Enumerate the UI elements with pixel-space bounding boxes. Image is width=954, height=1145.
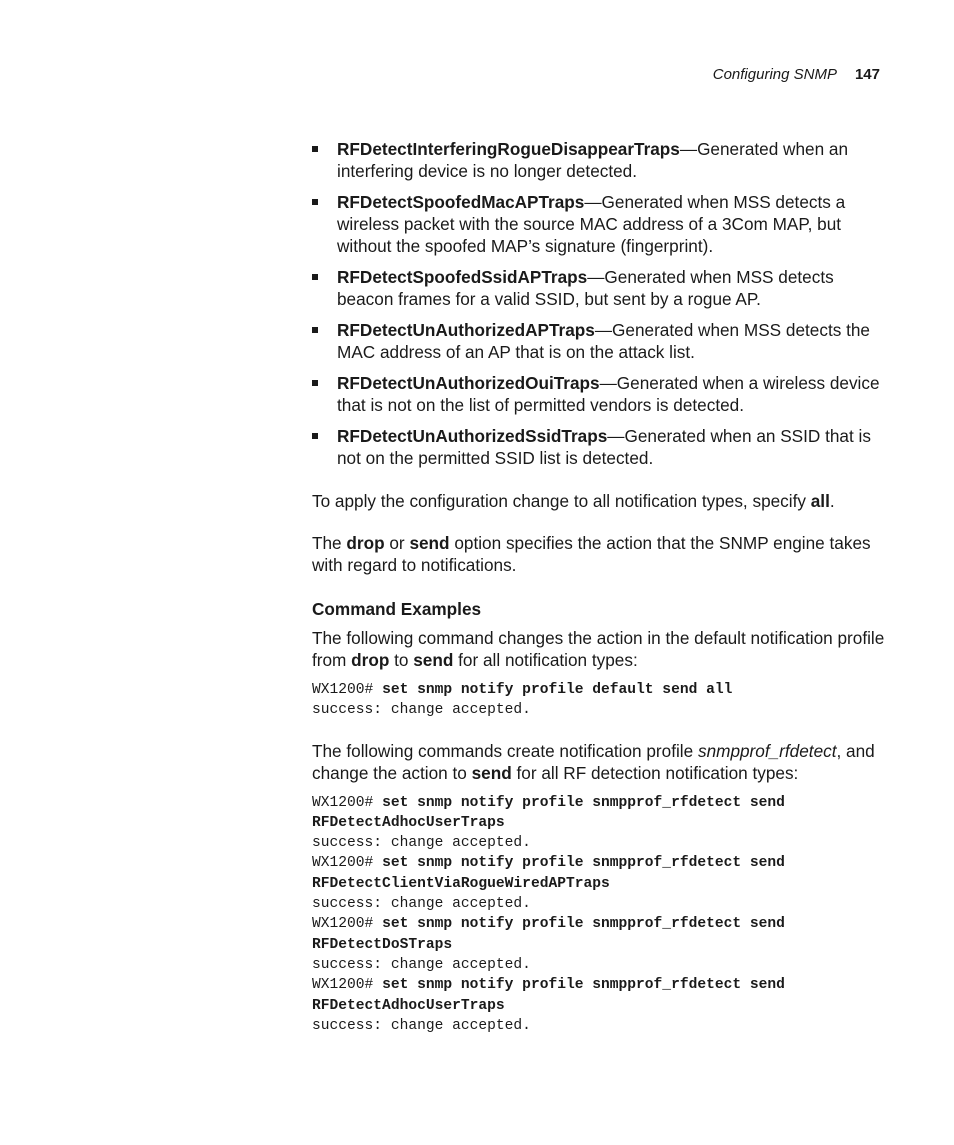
trap-name: RFDetectUnAuthorizedAPTraps	[337, 320, 595, 340]
trap-name: RFDetectInterferingRogueDisappearTraps	[337, 139, 680, 159]
text: to	[389, 650, 414, 670]
code-block-1	[312, 680, 892, 721]
list-item	[312, 138, 892, 182]
trap-list	[312, 138, 892, 469]
code-line: RFDetectClientViaRogueWiredAPTraps	[312, 875, 610, 892]
code-line	[312, 680, 892, 700]
text: for all RF detection notification types:	[511, 762, 799, 783]
square-bullet-icon	[312, 327, 318, 333]
trap-name: RFDetectUnAuthorizedOuiTraps	[337, 373, 600, 393]
code-line	[312, 975, 892, 995]
code-line: success: change accepted.	[312, 702, 531, 719]
page-number: 147	[854, 66, 880, 83]
cli-command: set snmp notify profile snmpprof_rfdetect send	[382, 977, 785, 994]
text: option specifies the action that the SNMP engine takes with regard to notifications.	[312, 533, 871, 575]
code-line: RFDetectAdhocUserTraps	[312, 997, 505, 1014]
cli-prompt: WX1200#	[312, 855, 383, 872]
trap-name: RFDetectSpoofedMacAPTraps	[337, 192, 585, 212]
code-line: success: change accepted.	[312, 1017, 531, 1034]
example-2-intro	[312, 740, 892, 784]
list-item	[312, 319, 892, 363]
square-bullet-icon	[312, 380, 318, 386]
keyword-all: all	[810, 491, 830, 511]
code-line	[312, 853, 892, 873]
square-bullet-icon	[312, 274, 318, 280]
text: The following commands create notification profile	[312, 740, 698, 761]
section-heading: Command Examples	[312, 599, 482, 619]
code-line: success: change accepted.	[312, 896, 531, 913]
text: To apply the configuration change to all notification types, specify	[312, 491, 811, 511]
text: , and change the action to	[312, 740, 875, 783]
code-block-2	[312, 793, 892, 1037]
keyword-drop: drop	[351, 650, 390, 670]
text: for all notification types:	[453, 650, 638, 670]
text: .	[829, 491, 835, 511]
cli-command: set snmp notify profile snmpprof_rfdetect send	[382, 916, 785, 933]
main-content	[312, 138, 892, 1055]
code-line: success: change accepted.	[312, 956, 531, 973]
cli-prompt: WX1200#	[312, 977, 383, 994]
trap-description: —Generated when a wireless device that is not on the list of permitted vendors is detected.	[337, 373, 880, 415]
page-header	[713, 66, 880, 83]
code-line	[312, 793, 892, 813]
list-item	[312, 425, 892, 469]
cli-prompt: WX1200#	[312, 794, 383, 811]
trap-description: —Generated when an interfering device is no longer detected.	[337, 139, 849, 181]
trap-name: RFDetectUnAuthorizedSsidTraps	[337, 426, 608, 446]
text: The following command changes the action in the default notification profile from	[312, 628, 885, 670]
cli-command: set snmp notify profile snmpprof_rfdetect send	[382, 855, 785, 872]
code-line: success: change accepted.	[312, 835, 531, 852]
square-bullet-icon	[312, 433, 318, 439]
square-bullet-icon	[312, 199, 318, 205]
list-item	[312, 266, 892, 310]
keyword-send: send	[409, 533, 450, 553]
list-item	[312, 191, 892, 257]
trap-description: —Generated when MSS detects the MAC address of an AP that is on the attack list.	[337, 320, 870, 362]
trap-description: —Generated when MSS detects a wireless packet with the source MAC address of a 3Com MAP, but without the spoofed MAP’s signature (fingerprint).	[337, 192, 846, 256]
cli-prompt: WX1200#	[312, 682, 383, 698]
text: The	[312, 533, 347, 553]
profile-name: snmpprof_rfdetect	[697, 740, 837, 761]
running-section-title: Configuring SNMP	[712, 66, 837, 83]
keyword-drop: drop	[346, 533, 385, 553]
text: or	[384, 533, 410, 553]
code-line: RFDetectDoSTraps	[312, 936, 453, 953]
cli-command: set snmp notify profile default send all	[382, 682, 733, 698]
square-bullet-icon	[312, 146, 318, 152]
trap-name: RFDetectSpoofedSsidAPTraps	[337, 267, 588, 287]
trap-description: —Generated when an SSID that is not on the permitted SSID list is detected.	[337, 426, 871, 468]
keyword-send: send	[413, 650, 454, 670]
cli-prompt: WX1200#	[312, 916, 383, 933]
cli-command: set snmp notify profile snmpprof_rfdetect send	[382, 794, 785, 811]
paragraph-drop-send	[312, 532, 892, 576]
code-line: RFDetectAdhocUserTraps	[312, 814, 505, 831]
code-line	[312, 914, 892, 934]
paragraph-apply-all	[312, 490, 892, 512]
trap-description: —Generated when MSS detects beacon frames for a valid SSID, but sent by a rogue AP.	[337, 267, 834, 309]
keyword-send: send	[471, 762, 512, 783]
list-item	[312, 372, 892, 416]
example-1-intro	[312, 627, 892, 671]
